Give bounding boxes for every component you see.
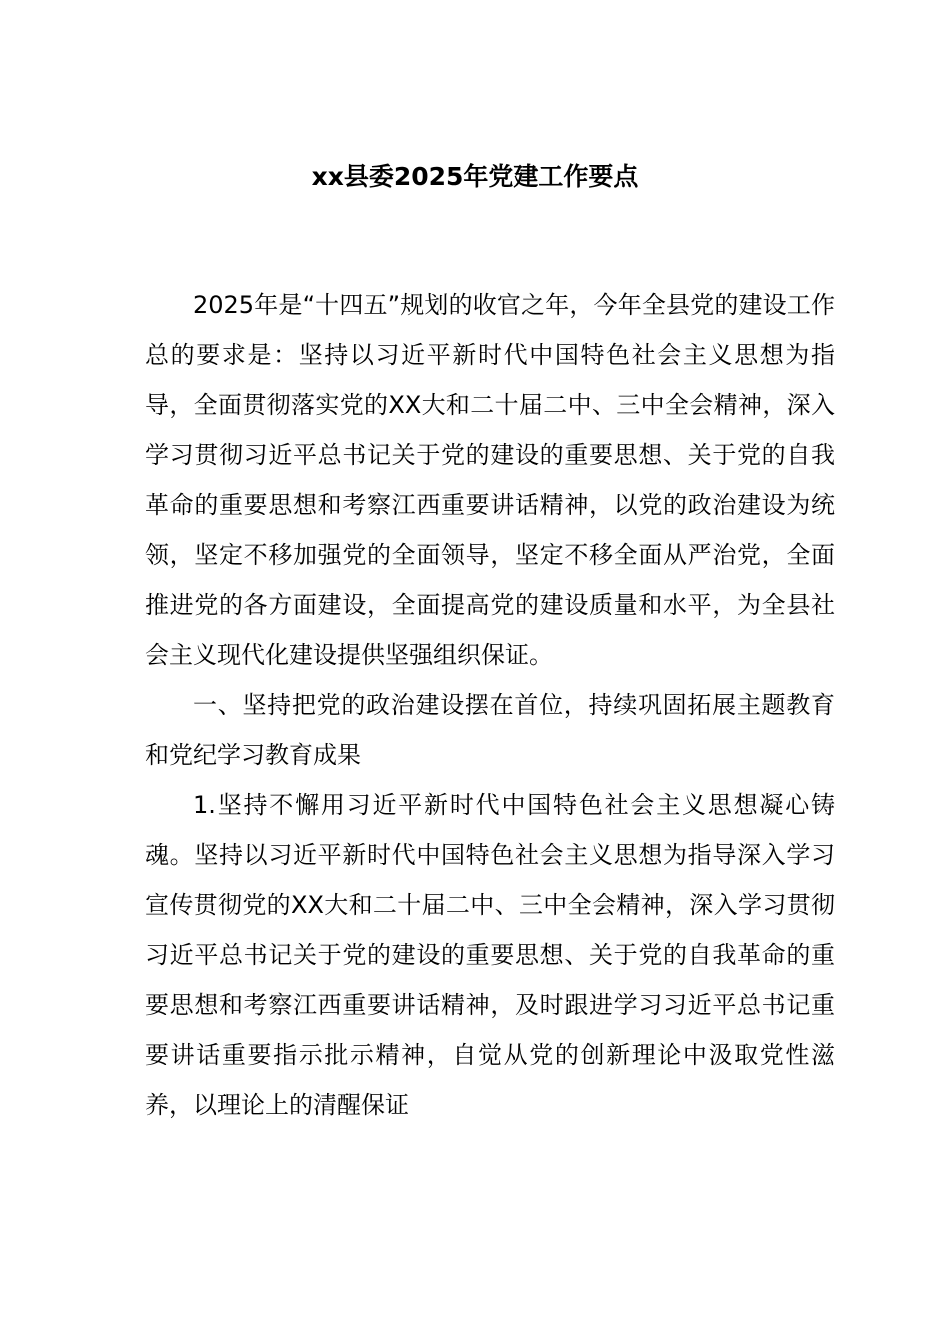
paragraph-item-1: 1.坚持不懈用习近平新时代中国特色社会主义思想凝心铸魂。坚持以习近平新时代中国特色社会主义思想为指导深入学习宣传贯彻党的XX大和二十届二中、三中全会精神，深入学习贯彻习近平总书记关于党的建设的重要思想、关于党的自我革命的重要思想和考察江西重要讲话精神，及时跟进学习习近平总书记重要讲话重要指示批示精神，自觉从党的创新理论中汲取党性滋养，以理论上的清醒保证 bbox=[145, 791, 835, 1119]
document-body bbox=[145, 280, 835, 1130]
section-heading-1: 一、坚持把党的政治建设摆在首位，持续巩固拓展主题教育和党纪学习教育成果 bbox=[145, 691, 835, 769]
paragraph-intro: 2025年是“十四五”规划的收官之年，今年全县党的建设工作总的要求是：坚持以习近平新时代中国特色社会主义思想为指导，全面贯彻落实党的XX大和二十届二中、三中全会精神，深入学习贯彻习近平总书记关于党的建设的重要思想、关于党的自我革命的重要思想和考察江西重要讲话精神，以党的政治建设为统领，坚定不移加强党的全面领导，坚定不移全面从严治党，全面推进党的各方面建设，全面提高党的建设质量和水平，为全县社会主义现代化建设提供坚强组织保证。 bbox=[145, 291, 835, 669]
document-title: xx县委2025年党建工作要点 bbox=[311, 162, 639, 191]
